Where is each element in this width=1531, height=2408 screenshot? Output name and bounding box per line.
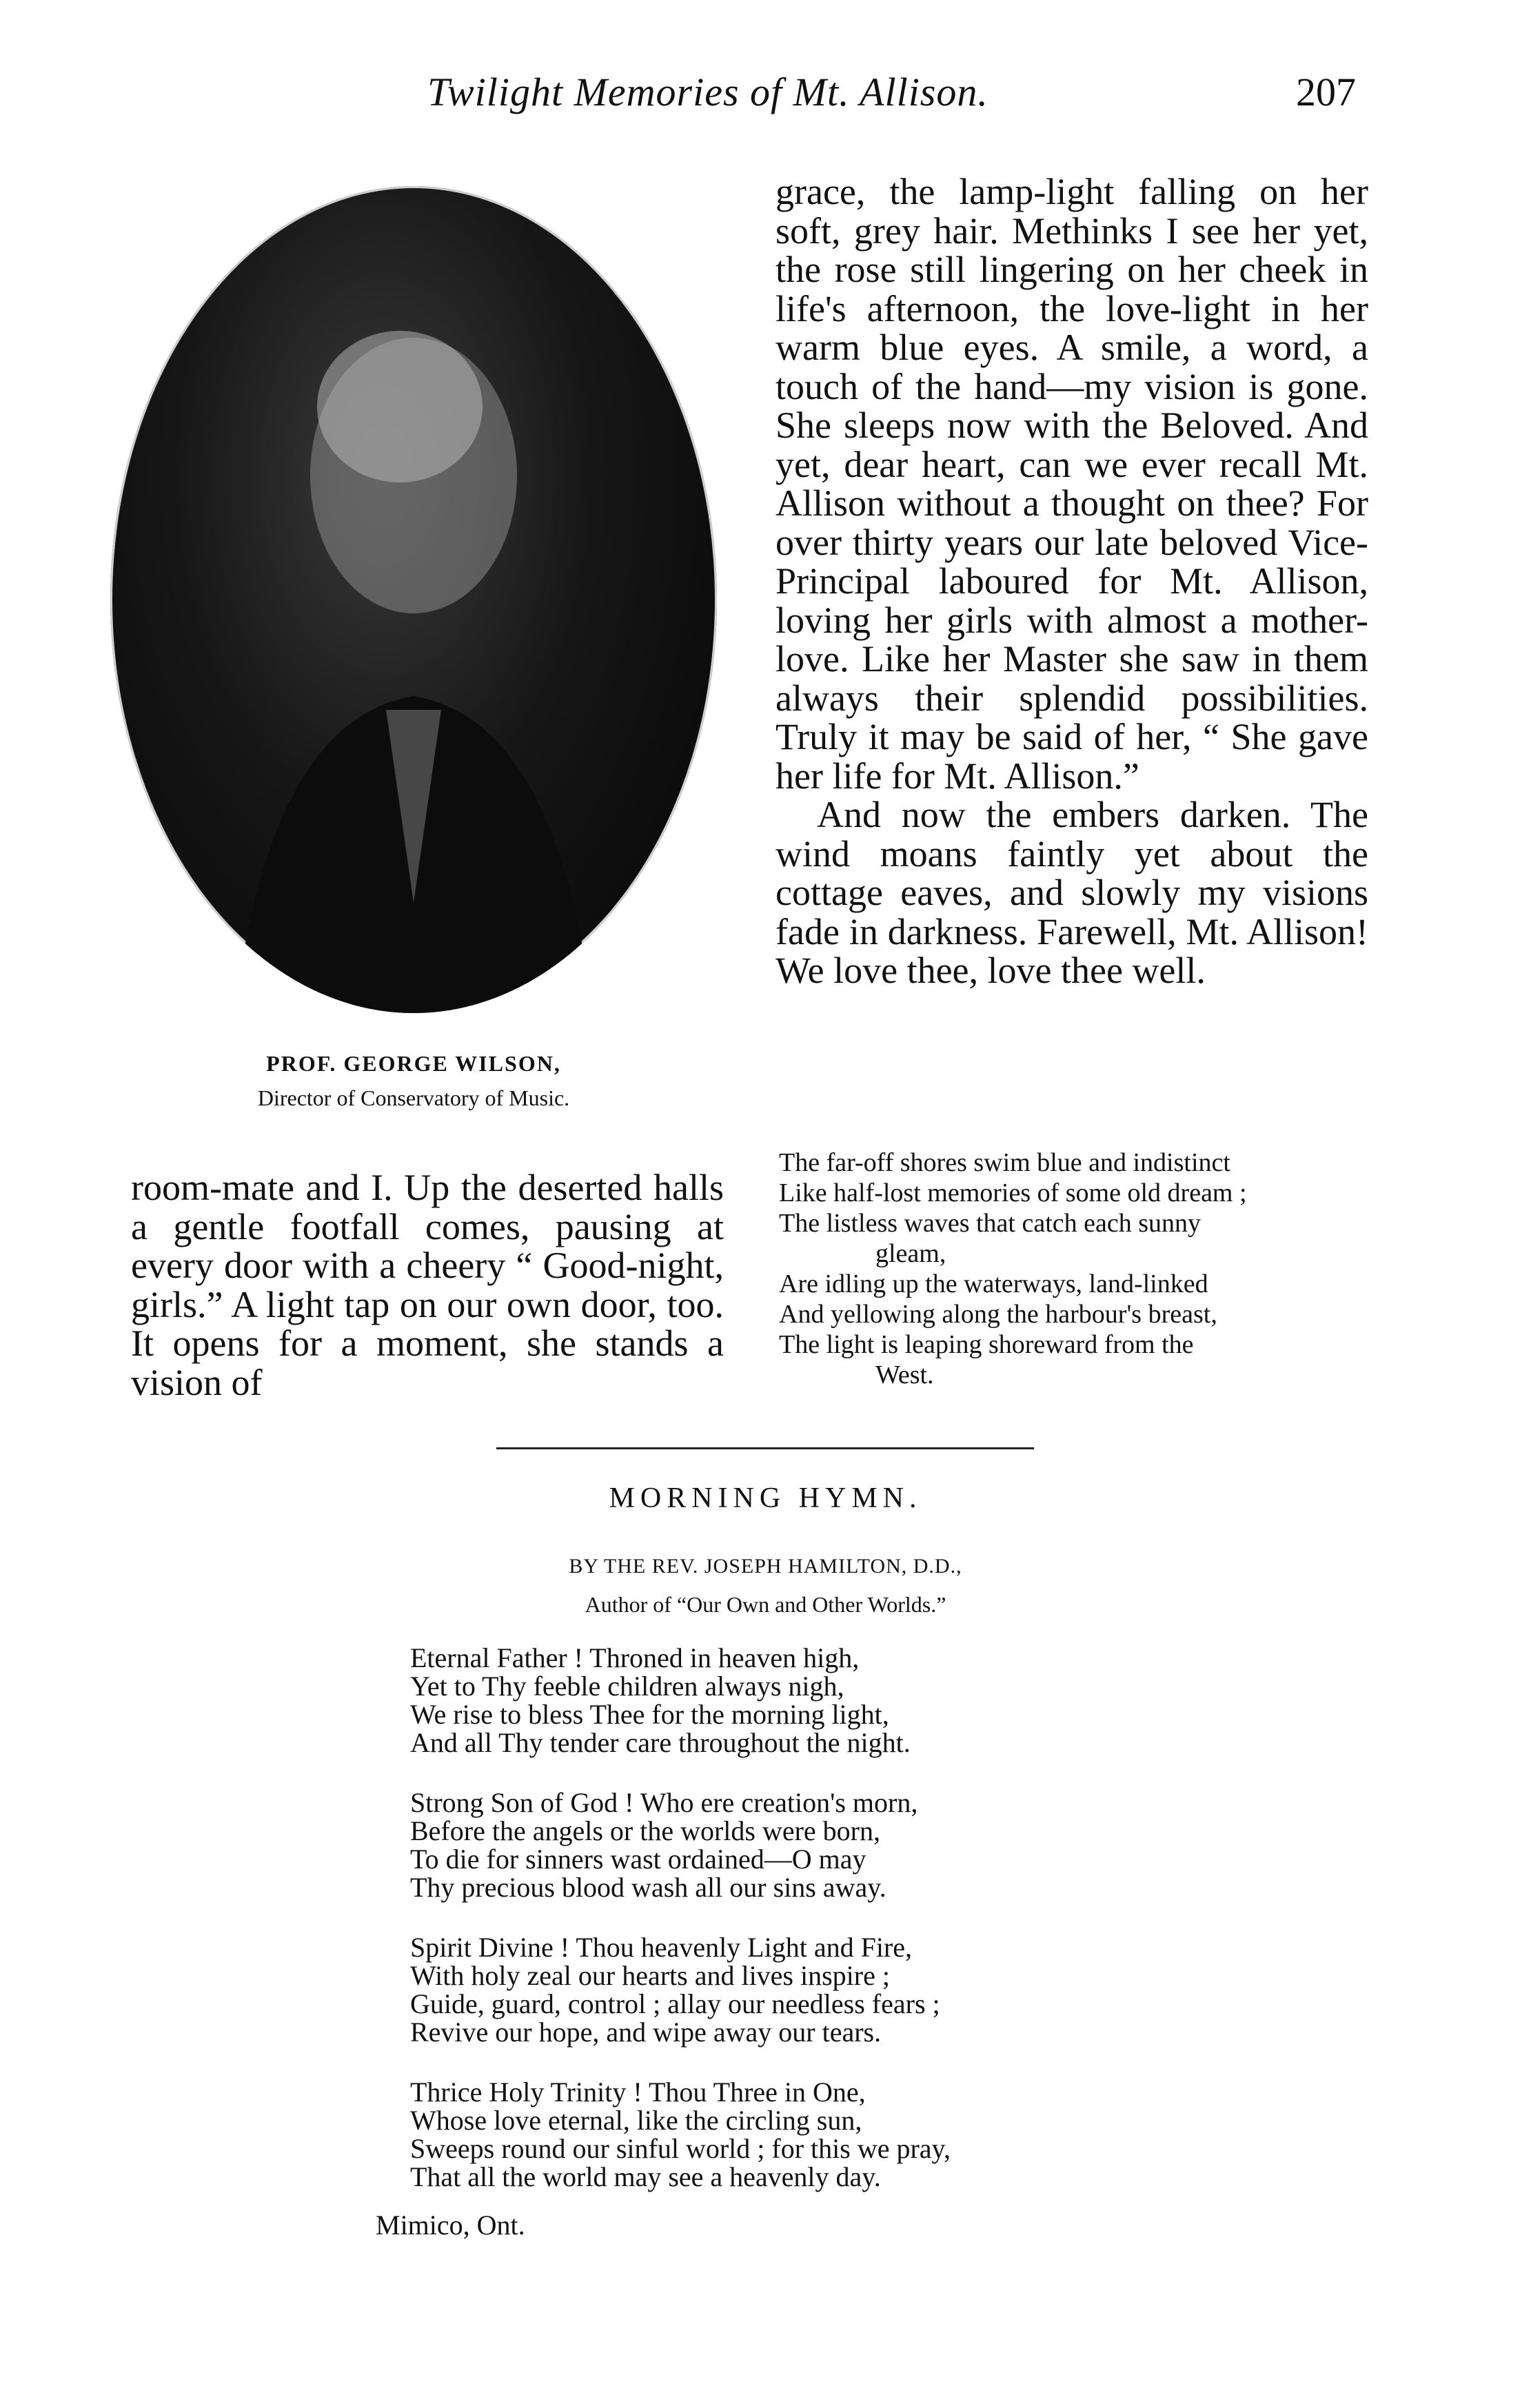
right-paragraph-2: And now the embers darken. The wind moans faintly yet about the cottage eaves, and slowly my visions fade in darkness. Farewell, Mt. Allison! We love thee, love thee well. [775,794,1368,991]
portrait-photo [110,186,717,1013]
poem-line: Sweeps round our sinful world ; for this we pray, [410,2133,951,2164]
quote-line: Are idling up the waterways, land-linked [779,1269,1208,1298]
hymn-stanza-1 [410,1644,911,1757]
right-paragraph-1: grace, the lamp-light falling on her soft, grey hair. Methinks I see her yet, the rose still lingering on her cheek in life's afternoon, the love-light in her warm blue eyes. A smile, a word, a touch of the hand—my vision is gone. She sleeps now with the Beloved. And yet, dear heart, can we ever recall Mt. Allison without a thought on thee? For over thirty years our late beloved Vice-Principal laboured for Mt. Allison, loving her girls with almost a mother-love. Like her Master she saw in them always their splendid possibilities. Truly it may be said of her, “ She gave her life for Mt. Allison.” [775,171,1368,797]
section-divider [496,1447,1034,1449]
portrait-figure [110,186,717,1013]
hymn-stanza-2 [410,1788,917,1901]
poem-line: To die for sinners wast ordained—O may [410,1844,866,1875]
quote-line: The far-off shores swim blue and indistinct [779,1148,1230,1177]
hymn-byline: BY THE REV. JOSEPH HAMILTON, D.D., [569,1555,962,1578]
quote-line: Like half-lost memories of some old dream ; [779,1179,1247,1207]
hymn-stanza-4 [410,2078,951,2191]
right-column-text [775,172,1368,990]
hymn-title: MORNING HYMN. [609,1482,922,1514]
running-title: Twilight Memories of Mt. Allison. [427,70,988,114]
poem-line: Strong Son of God ! Who ere creation's morn, [410,1787,918,1818]
left-column-text [131,1168,724,1402]
poem-line: Before the angels or the worlds were born, [410,1815,880,1846]
page-number: 207 [1296,70,1356,114]
poem-line: Revive our hope, and wipe away our tears. [410,2017,882,2048]
hymn-stanza-3 [410,1933,940,2046]
poem-line: We rise to bless Thee for the morning light, [410,1699,889,1730]
left-paragraph: room-mate and I. Up the deserted halls a gentle footfall comes, pausing at every door with a cheery “ Good-night, girls.” A light tap on our own door, too. It opens for a moment, she stands a vision of [131,1167,724,1403]
poem-line: Yet to Thy feeble children always nigh, [410,1671,844,1702]
poem-line: Thy precious blood wash all our sins away. [410,1872,886,1903]
portrait-caption-name: PROF. GEORGE WILSON, [266,1051,561,1076]
poem-line: Guide, guard, control ; allay our needless fears ; [410,1988,940,2019]
poem-line: Thrice Holy Trinity ! Thou Three in One, [410,2077,866,2108]
poem-line: Whose love eternal, like the circling sun, [410,2105,862,2136]
poem-line: With holy zeal our hearts and lives inspire ; [410,1960,890,1991]
quote-line: The light is leaping shoreward from the [779,1330,1194,1359]
quote-line: gleam, [875,1239,946,1268]
hymn-author-note: Author of “Our Own and Other Worlds.” [585,1592,946,1617]
quote-line: The listless waves that catch each sunny [779,1209,1202,1238]
portrait-caption-role: Director of Conservatory of Music. [257,1085,570,1110]
quote-line: And yellowing along the harbour's breast, [779,1300,1217,1329]
poem-line: Eternal Father ! Throned in heaven high, [410,1642,860,1673]
quote-line: West. [875,1360,934,1389]
hymn-signoff: Mimico, Ont. [376,2210,525,2241]
verse-quote [779,1147,1386,1390]
poem-line: Spirit Divine ! Thou heavenly Light and Fire, [410,1932,913,1963]
poem-line: That all the world may see a heavenly day. [410,2161,881,2192]
poem-line: And all Thy tender care throughout the night. [410,1727,911,1758]
